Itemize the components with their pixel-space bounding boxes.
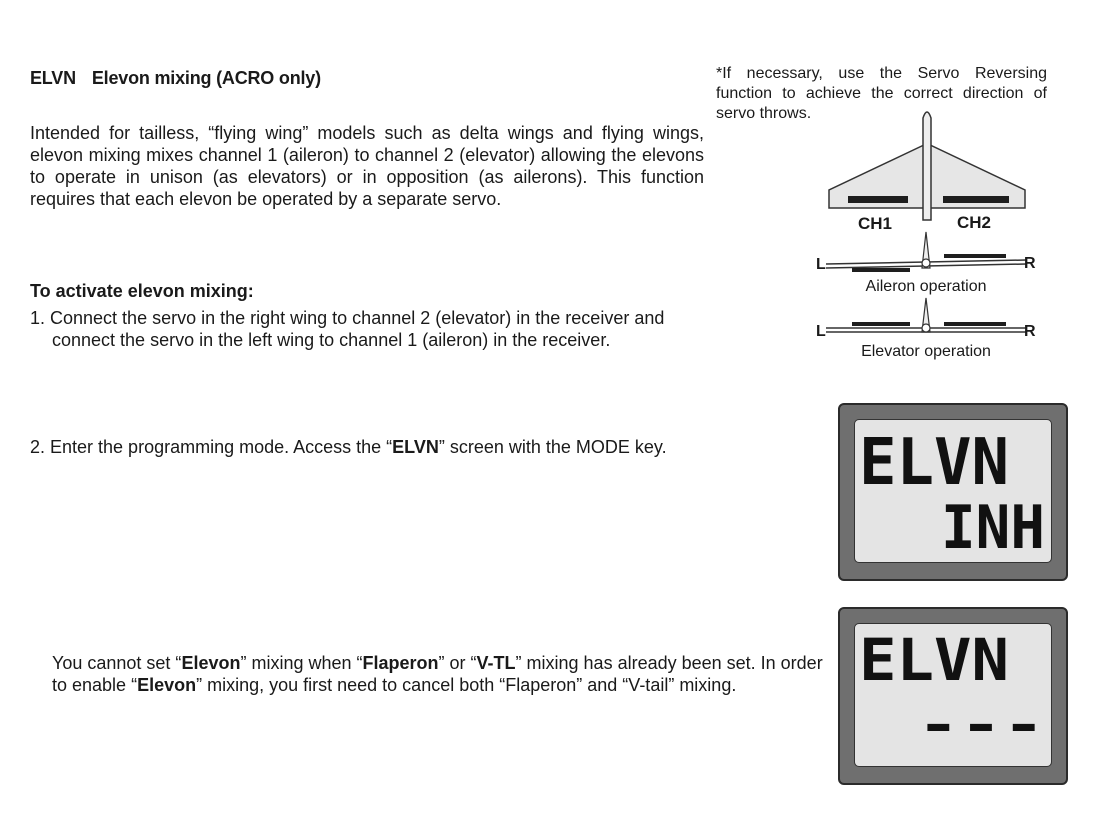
note-paragraph <box>52 652 832 696</box>
left-elevon <box>848 196 908 203</box>
right-elevon-up <box>944 322 1006 326</box>
note-text: ” or “ <box>438 653 477 673</box>
intro-paragraph: Intended for tailless, “flying wing” models such as delta wings and flying wings, elevon mixing mixes channel 1 (aileron) to channel 2 (elevator) allowing the elevons to operate in unison (as elevators) or in opposition (as ailerons). This function requires that each elevon be operated by a separate servo. <box>30 123 704 209</box>
step-2 <box>30 436 750 458</box>
step-2-screen-name: ELVN <box>392 437 439 457</box>
lcd-display <box>854 419 1052 563</box>
note-text: ” mixing, you first need to cancel both “Flaperon” and “V-tail” mixing. <box>196 675 737 695</box>
note-bold: Flaperon <box>362 653 439 673</box>
step-2-text: 2. Enter the programming mode. Access the “ <box>30 437 393 457</box>
servo-reversing-note: *If necessary, use the Servo Reversing function to achieve the correct direction of servo throws. <box>716 65 1047 122</box>
right-label: R <box>1024 255 1036 272</box>
fuselage <box>923 112 931 220</box>
left-label: L <box>816 256 826 273</box>
section-code: ELVN <box>30 68 76 88</box>
step-1-line-1: 1. Connect the servo in the right wing to channel 2 (elevator) in the receiver and <box>30 308 665 328</box>
elevator-caption: Elevator operation <box>861 343 991 360</box>
lcd-line-1: ELVN <box>859 626 1009 694</box>
note-text: ” mixing has already been set. In order to enable “ <box>52 653 823 695</box>
step-1 <box>30 307 720 351</box>
left-aileron-down <box>852 268 910 272</box>
note-text: ” mixing when “ <box>240 653 363 673</box>
step-1-line-2: connect the servo in the left wing to channel 1 (aileron) in the receiver. <box>52 330 611 350</box>
lcd-line-1: ELVN <box>859 425 1009 500</box>
lcd-line-2: INH <box>941 493 1045 562</box>
flying-wing-diagram <box>800 108 1060 366</box>
note-bold: Elevon <box>137 675 197 695</box>
right-aileron-up <box>944 254 1006 258</box>
elevator-operation-view <box>816 298 1036 360</box>
ch2-label: CH2 <box>957 213 992 232</box>
left-label: L <box>816 323 826 340</box>
lcd-screen-elvn-disabled <box>838 607 1068 785</box>
step-2-text-end: ” screen with the MODE key. <box>438 437 667 457</box>
activation-subheading: To activate elevon mixing: <box>30 281 254 301</box>
aileron-caption: Aileron operation <box>865 278 987 295</box>
lcd-line-2: --- <box>917 696 1045 754</box>
section-title <box>30 68 321 89</box>
section-title-text: Elevon mixing (ACRO only) <box>91 68 321 88</box>
note-bold: Elevon <box>181 653 241 673</box>
right-label: R <box>1024 323 1036 340</box>
ch1-label: CH1 <box>858 214 893 233</box>
note-text: You cannot set “ <box>52 653 182 673</box>
note-bold: V-TL <box>476 653 516 673</box>
aileron-operation-view <box>816 232 1036 295</box>
lcd-display <box>854 623 1052 767</box>
left-elevon-up <box>852 322 910 326</box>
lcd-segment-text <box>855 624 1051 766</box>
lcd-segment-text <box>855 420 1051 562</box>
lcd-screen-elvn-inh <box>838 403 1068 581</box>
right-elevon <box>943 196 1009 203</box>
